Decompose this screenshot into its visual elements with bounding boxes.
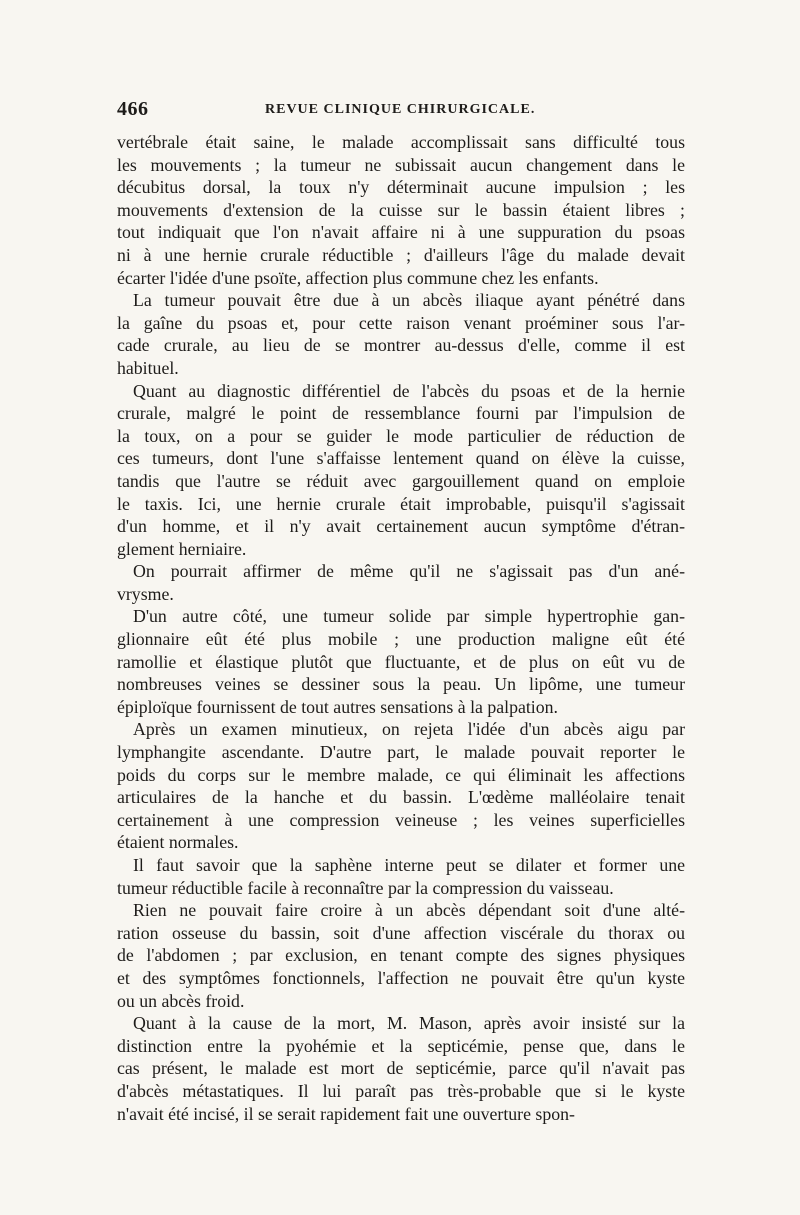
text-line: d'un homme, et il n'y avait certainement aucun symptôme d'étran- — [117, 516, 685, 537]
text-line: ration osseuse du bassin, soit d'une affection viscérale du thorax ou — [117, 922, 685, 943]
text-line: vertébrale était saine, le malade accomplissait sans difficulté tous — [117, 132, 685, 152]
text-line: écarter l'idée d'une psoïte, affection plus commune chez les enfants. — [117, 267, 599, 288]
running-title: REVUE CLINIQUE CHIRURGICALE. — [265, 102, 536, 117]
text-line: Quant à la cause de la mort, M. Mason, après avoir insisté sur la — [133, 1013, 685, 1034]
text-line: d'abcès métastatiques. Il lui paraît pas très-probable que si le kyste — [117, 1080, 685, 1101]
text-line: épiploïque fournissent de tout autres sensations à la palpation. — [117, 696, 558, 717]
paragraph — [117, 1012, 685, 1125]
text-line: vrysme. — [117, 583, 174, 604]
text-line: ni à une hernie crurale réductible ; d'ailleurs l'âge du malade devait — [117, 244, 685, 265]
page-number: 466 — [117, 98, 149, 120]
text-line: étaient normales. — [117, 832, 239, 853]
page-header — [117, 98, 685, 124]
text-line: articulaires de la hanche et du bassin. L'œdème malléolaire tenait — [117, 787, 685, 808]
paragraph — [117, 380, 685, 561]
text-line: nombreuses veines se dessiner sous la peau. Un lipôme, une tumeur — [117, 674, 685, 695]
text-line: Rien ne pouvait faire croire à un abcès dépendant soit d'une alté- — [133, 900, 685, 921]
text-line: la toux, on a pour se guider le mode particulier de réduction de — [117, 425, 685, 446]
text-line: décubitus dorsal, la toux n'y déterminait aucune impulsion ; les — [117, 177, 685, 198]
paragraph — [117, 899, 685, 1012]
text-line: ramollie et élastique plutôt que fluctuante, et de plus on eût vu de — [117, 651, 685, 672]
paragraph — [117, 718, 685, 854]
text-line: crurale, malgré le point de ressemblance fourni par l'impulsion de — [117, 403, 685, 424]
text-line: La tumeur pouvait être due à un abcès iliaque ayant pénétré dans — [133, 290, 685, 311]
paragraph — [117, 854, 685, 899]
paragraph — [117, 605, 685, 718]
text-line: le taxis. Ici, une hernie crurale était improbable, puisqu'il s'agissait — [117, 493, 685, 514]
text-line: n'avait été incisé, il se serait rapidement fait une ouverture spon- — [117, 1103, 575, 1124]
text-line: les mouvements ; la tumeur ne subissait aucun changement dans le — [117, 154, 685, 175]
text-line: tandis que l'autre se réduit avec gargouillement quand on emploie — [117, 470, 685, 491]
text-line: cade crurale, au lieu de se montrer au-dessus d'elle, comme il est — [117, 335, 685, 356]
paragraph — [117, 289, 685, 379]
text-line: Il faut savoir que la saphène interne peut se dilater et former une — [133, 855, 685, 875]
text-line: On pourrait affirmer de même qu'il ne s'agissait pas d'un ané- — [133, 561, 685, 582]
text-line: et des symptômes fonctionnels, l'affection ne pouvait être qu'un kyste — [117, 967, 685, 988]
text-line: lymphangite ascendante. D'autre part, le malade pouvait reporter le — [117, 742, 685, 763]
text-line: habituel. — [117, 357, 179, 378]
text-line: ces tumeurs, dont l'une s'affaisse lentement quand on élève la cuisse, — [117, 448, 685, 469]
text-line: la gaîne du psoas et, pour cette raison venant proéminer sous l'ar- — [117, 312, 685, 333]
body-text — [117, 131, 685, 1125]
text-line: tout indiquait que l'on n'avait affaire ni à une suppuration du psoas — [117, 222, 685, 243]
text-line: de l'abdomen ; par exclusion, en tenant compte des signes physiques — [117, 945, 685, 966]
paragraph — [117, 560, 685, 605]
text-line: poids du corps sur le membre malade, ce qui éliminait les affections — [117, 764, 685, 785]
text-line: ou un abcès froid. — [117, 990, 245, 1011]
text-line: distinction entre la pyohémie et la septicémie, pense que, dans le — [117, 1035, 685, 1056]
text-line: glionnaire eût été plus mobile ; une production maligne eût été — [117, 629, 685, 650]
text-line: tumeur réductible facile à reconnaître par la compression du vaisseau. — [117, 877, 614, 898]
text-line: cas présent, le malade est mort de septicémie, parce qu'il n'avait pas — [117, 1058, 685, 1079]
text-line: D'un autre côté, une tumeur solide par simple hypertrophie gan- — [133, 606, 685, 627]
text-line: Après un examen minutieux, on rejeta l'idée d'un abcès aigu par — [133, 719, 685, 740]
text-line: Quant au diagnostic différentiel de l'abcès du psoas et de la hernie — [133, 380, 685, 401]
text-line: mouvements d'extension de la cuisse sur le bassin étaient libres ; — [117, 199, 685, 220]
text-line: glement herniaire. — [117, 538, 247, 559]
paragraph — [117, 131, 685, 289]
text-line: certainement à une compression veineuse ; les veines superficielles — [117, 809, 685, 830]
